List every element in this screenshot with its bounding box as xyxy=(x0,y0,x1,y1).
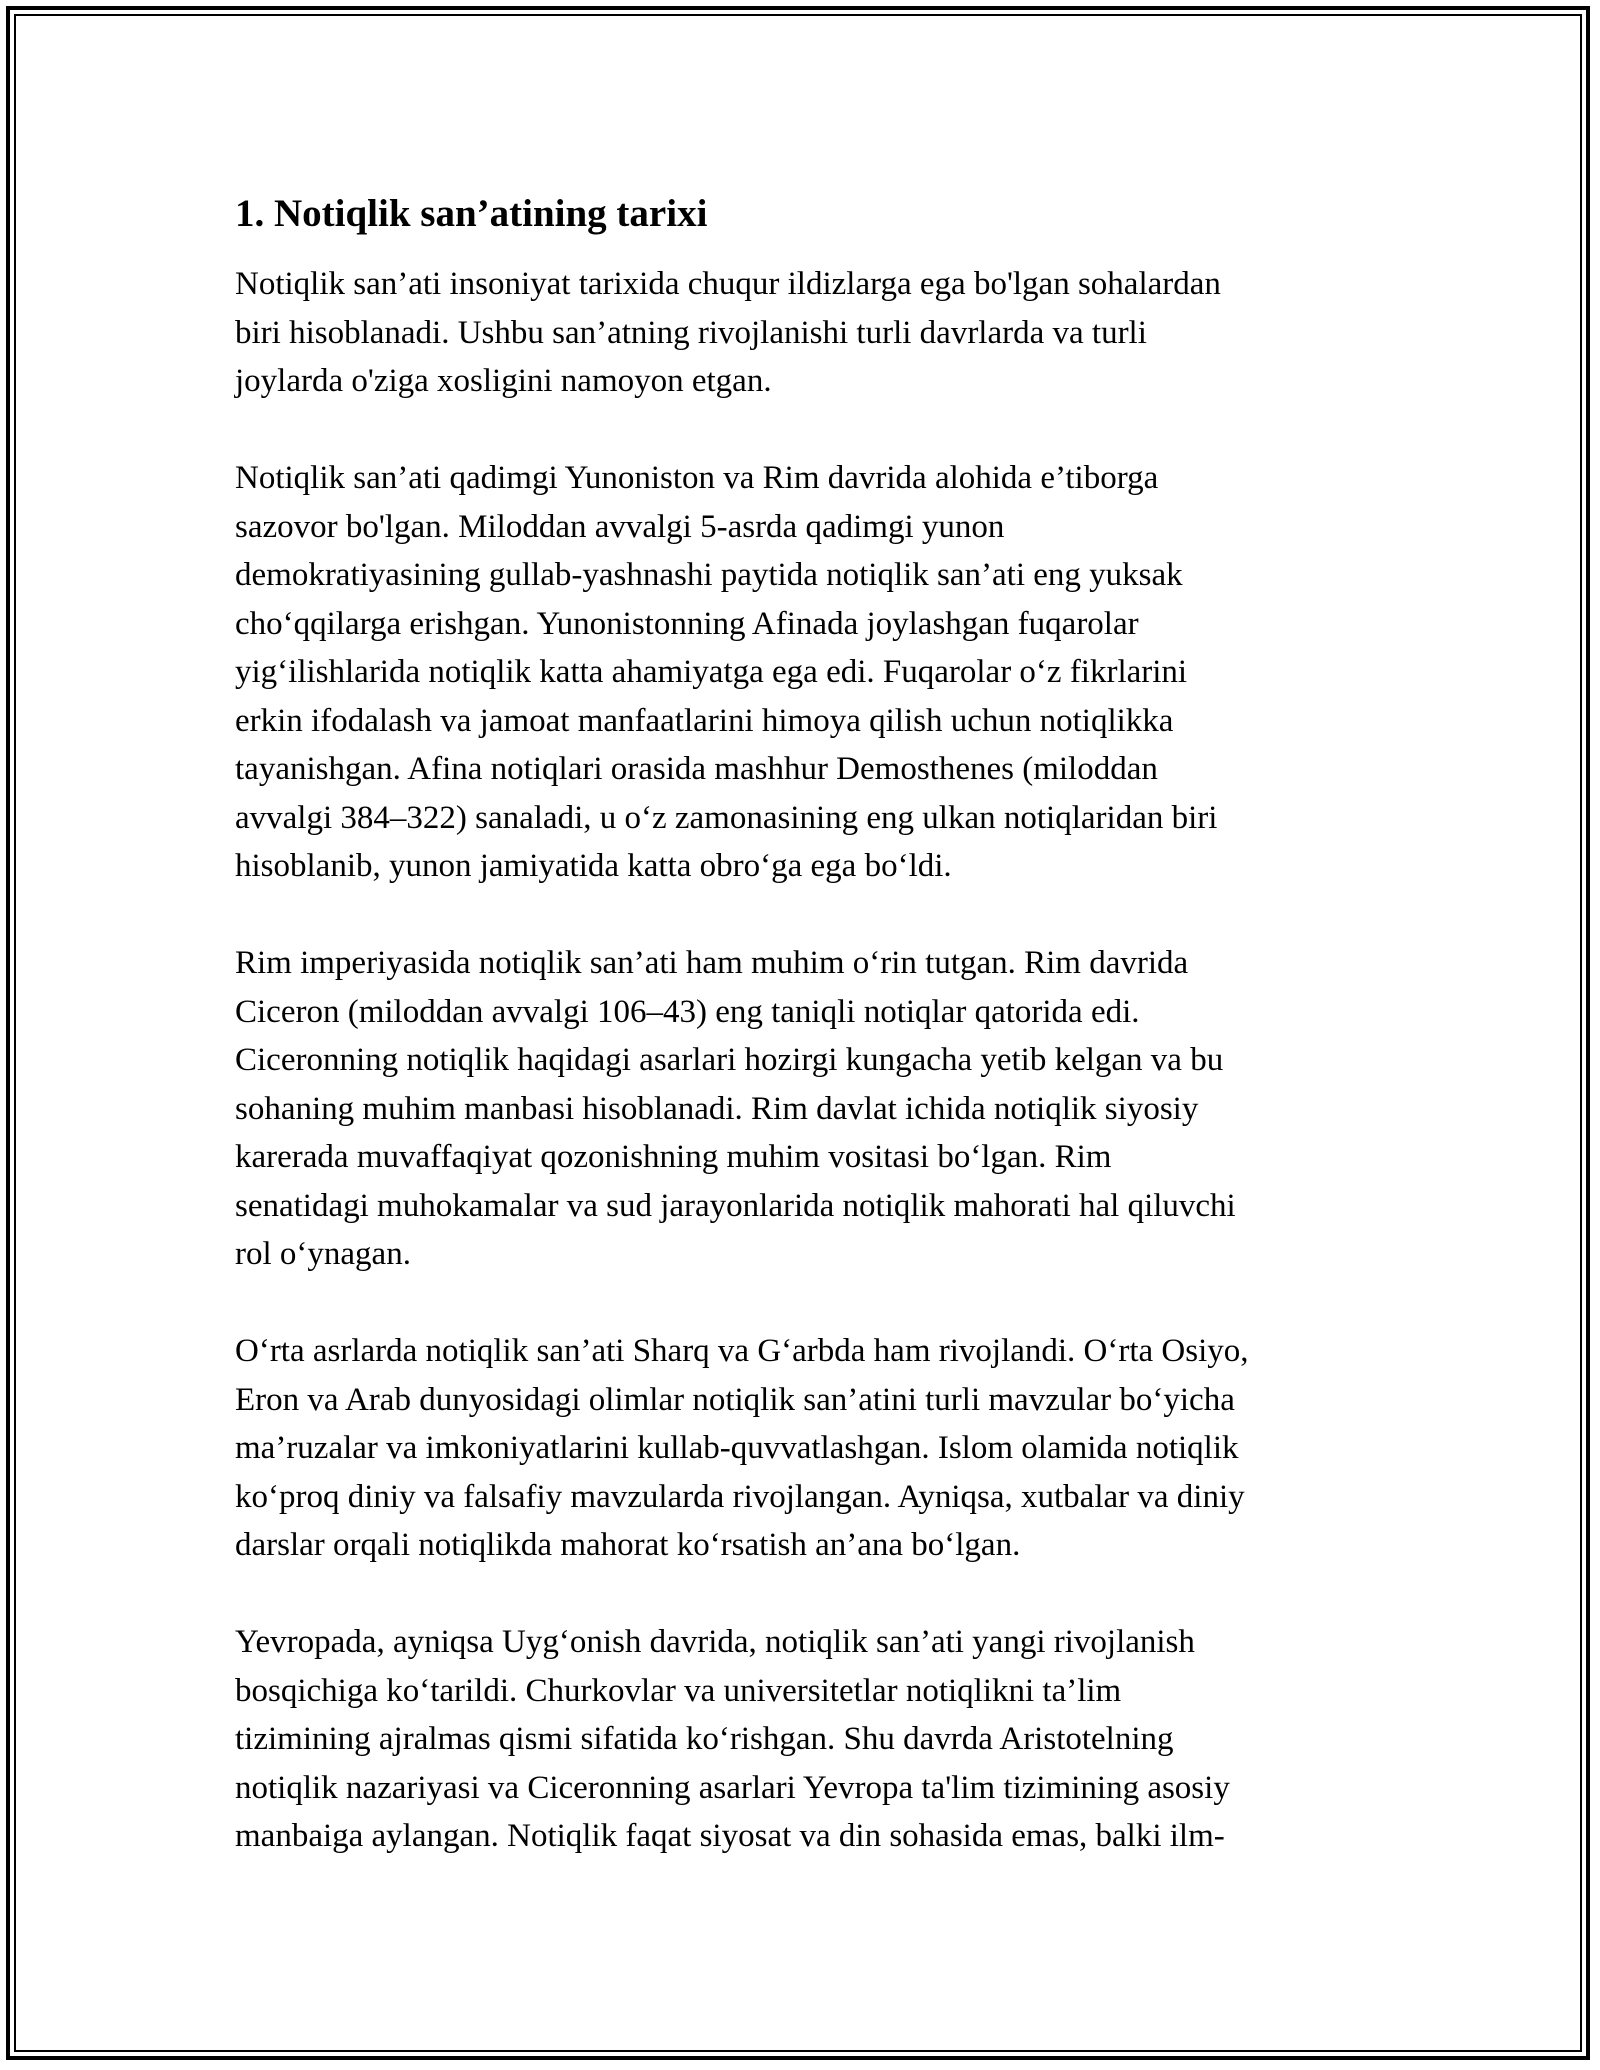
paragraph-line: manbaiga aylangan. Notiqlik faqat siyosat va din sohasida emas, balki ilm- xyxy=(235,1818,1225,1854)
paragraph-line: cho‘qqilarga erishgan. Yunonistonning Afinada joylashgan fuqarolar xyxy=(235,605,1139,642)
paragraph-line: avvalgi 384–322) sanaladi, u o‘z zamonasining eng ulkan notiqlaridan biri xyxy=(235,799,1218,836)
paragraph-line: Yevropada, ayniqsa Uyg‘onish davrida, notiqlik san’ati yangi rivojlanish xyxy=(235,1624,1195,1660)
paragraph-line: erkin ifodalash va jamoat manfaatlarini himoya qilish uchun notiqlikka xyxy=(235,702,1174,739)
document-body xyxy=(235,184,1380,1861)
paragraph-line: Notiqlik san’ati insoniyat tarixida chuqur ildizlarga ega bo'lgan sohalardan xyxy=(235,266,1221,302)
paragraph-line: O‘rta asrlarda notiqlik san’ati Sharq va G‘arbda ham rivojlandi. O‘rta Osiyo, xyxy=(235,1333,1249,1369)
paragraph-line: notiqlik nazariyasi va Ciceronning asarlari Yevropa ta'lim tizimining asosiy xyxy=(235,1769,1230,1806)
paragraph-line: ko‘proq diniy va falsafiy mavzularda rivojlangan. Ayniqsa, xutbalar va diniy xyxy=(235,1478,1245,1515)
paragraph-line: tayanishgan. Afina notiqlari orasida mashhur Demosthenes (miloddan xyxy=(235,751,1158,787)
paragraph-line: karerada muvaffaqiyat qozonishning muhim vositasi bo‘lgan. Rim xyxy=(235,1139,1112,1175)
paragraph-line: senatidagi muhokamalar va sud jarayonlarida notiqlik mahorati hal qiluvchi xyxy=(235,1187,1236,1224)
paragraph-line: tizimining ajralmas qismi sifatida ko‘rishgan. Shu davrda Aristotelning xyxy=(235,1721,1174,1757)
body-paragraph xyxy=(235,1327,1380,1570)
paragraph-line: darslar orqali notiqlikda mahorat ko‘rsatish an’ana bo‘lgan. xyxy=(235,1527,1021,1563)
body-paragraph xyxy=(235,454,1380,891)
paragraph-line: demokratiyasining gullab-yashnashi paytida notiqlik san’ati eng yuksak xyxy=(235,557,1183,593)
paragraph-line: Rim imperiyasida notiqlik san’ati ham muhim o‘rin tutgan. Rim davrida xyxy=(235,945,1189,981)
paragraph-line: joylarda o'ziga xosligini namoyon etgan. xyxy=(235,363,772,399)
section-heading: 1. Notiqlik san’atining tarixi xyxy=(235,192,708,235)
body-paragraph xyxy=(235,260,1380,406)
body-paragraph xyxy=(235,939,1380,1279)
paragraph-line: Ciceron (miloddan avvalgi 106–43) eng taniqli notiqlar qatorida edi. xyxy=(235,993,1140,1030)
paragraph-line: rol o‘ynagan. xyxy=(235,1236,411,1272)
paragraph-line: ma’ruzalar va imkoniyatlarini kullab-quvvatlashgan. Islom olamida notiqlik xyxy=(235,1430,1239,1466)
paragraph-line: Ciceronning notiqlik haqidagi asarlari hozirgi kungacha yetib kelgan va bu xyxy=(235,1042,1224,1078)
paragraph-line: bosqichiga ko‘tarildi. Churkovlar va universitetlar notiqlikni ta’lim xyxy=(235,1672,1122,1709)
paragraph-line: sazovor bo'lgan. Miloddan avvalgi 5-asrda qadimgi yunon xyxy=(235,508,1005,545)
paragraph-line: Notiqlik san’ati qadimgi Yunoniston va Rim davrida alohida e’tiborga xyxy=(235,460,1159,496)
paragraph-line: hisoblanib, yunon jamiyatida katta obro‘ga ega bo‘ldi. xyxy=(235,848,952,884)
paragraphs-container xyxy=(235,260,1380,1861)
paragraph-line: Eron va Arab dunyosidagi olimlar notiqlik san’atini turli mavzular bo‘yicha xyxy=(235,1381,1235,1418)
body-paragraph xyxy=(235,1618,1380,1861)
paragraph-line: biri hisoblanadi. Ushbu san’atning rivojlanishi turli davrlarda va turli xyxy=(235,314,1147,351)
paragraph-line: yig‘ilishlarida notiqlik katta ahamiyatga ega edi. Fuqarolar o‘z fikrlarini xyxy=(235,654,1188,690)
paragraph-line: sohaning muhim manbasi hisoblanadi. Rim davlat ichida notiqlik siyosiy xyxy=(235,1090,1199,1127)
